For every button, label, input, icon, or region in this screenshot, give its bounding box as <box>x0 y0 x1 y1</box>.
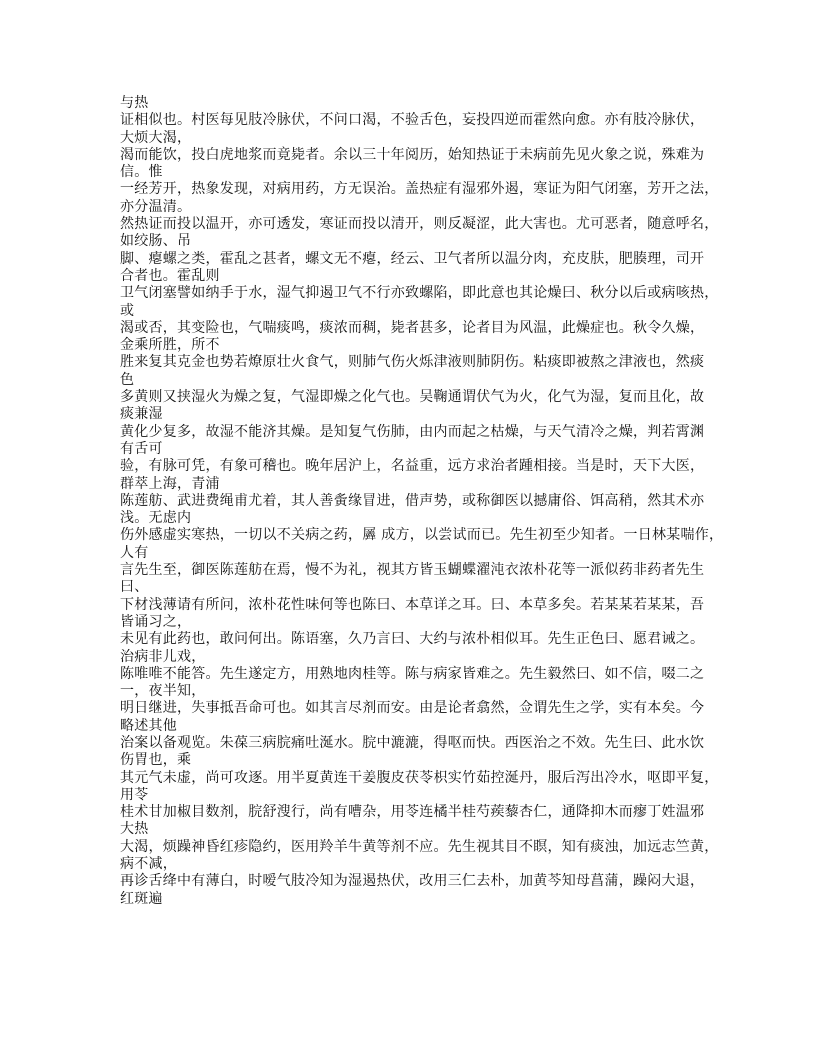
text-line: 略述其他 <box>120 717 177 734</box>
text-line: 脚、瘪螺之类，霍乱之甚者，螺文无不瘪，经云、卫气者所以温分肉，充皮肤，肥腠理，司开 <box>120 250 705 267</box>
text-line: 皆诵习之， <box>120 613 192 630</box>
text-line: 胜来复其克金也势若燎原壮火食气，则肺气伤火烁津液则肺阴伤。粘痰即被熬之津液也，然痰 <box>120 354 705 371</box>
text-line: 证相似也。村医每见肢冷脉伏，不问口渴，不验舌色，妄投四逆而霍然向愈。亦有肢冷脉伏， <box>120 112 705 129</box>
text-line: 痰兼湿 <box>120 406 163 423</box>
text-line: 言先生至，御医陈莲舫在焉，慢不为礼，视其方皆玉蝴蝶濯沌衣浓朴花等一派似药非药者先生 <box>120 562 705 579</box>
text-line: 如绞肠、吊 <box>120 233 192 250</box>
text-line: 信。惟 <box>120 164 163 181</box>
text-line: 色 <box>120 371 135 388</box>
text-line: 未见有此药也，敢问何出。陈语塞，久乃言曰、大约与浓朴相似耳。先生正色曰、愿君诫之。 <box>120 631 705 648</box>
text-line: 有舌可 <box>120 440 163 457</box>
text-line <box>120 908 700 925</box>
text-line: 曰、 <box>120 579 149 596</box>
text-line: 桂术甘加椒目数剂，脘舒溲行，尚有嘈杂，用苓连橘半桂芍蒺藜杏仁，通降抑木而瘳丁姓温邪 <box>120 804 705 821</box>
text-line: 金乘所胜，所不 <box>120 337 220 354</box>
text-line: 红斑遍 <box>120 890 163 907</box>
text-line: 一经芳开，热象发现，对病用药，方无误治。盖热症有湿邪外遏，寒证为阳气闭塞，芳开之法， <box>120 181 719 198</box>
text-line: 黄化少复多，故湿不能济其燥。是知复气伤肺，由内而起之枯燥，与天气清冷之燥，判若霄渊 <box>120 423 705 440</box>
text-line: 再诊舌绛中有薄白，时嗳气肢冷知为湿遏热伏，改用三仁去朴，加黄芩知母菖蒲，躁闷大退， <box>120 873 705 890</box>
text-line: 然热证而投以温开，亦可透发，寒证而投以清开，则反凝涩，此大害也。尤可恶者，随意呼名， <box>120 216 719 233</box>
text-line: 渴而能饮，投白虎地浆而竟毙者。余以三十年阅历，始知热证于未病前先见火象之说，殊难为 <box>120 146 705 163</box>
text-line: 用苓 <box>120 786 149 803</box>
text-line: 治病非儿戏， <box>120 648 206 665</box>
text-line: 伤外感虚实寒热，一切以不关病之药，羼 成方，以尝试而已。先生初至少知者。一日林某喘作， <box>120 527 724 544</box>
text-line: 陈唯唯不能答。先生遂定方，用熟地肉桂等。陈与病家皆难之。先生毅然曰、如不信，啜二之 <box>120 665 705 682</box>
text-line: 卫气闭塞譬如纳手于水，湿气抑遏卫气不行亦致螺陷，即此意也其论燥曰、秋分以后或病咳热， <box>120 285 719 302</box>
text-line: 陈莲舫、武进费绳甫尤着，其人善夤缘冒进，借声势，或称御医以撼庸俗、饵高稍，然其术亦 <box>120 492 705 509</box>
text-line: 下材浅薄请有所问，浓朴花性味何等也陈曰、本草详之耳。曰、本草多矣。若某某若某某，吾 <box>120 596 705 613</box>
text-line: 渴或否，其变险也，气喘痰鸣，痰浓而稠，毙者甚多，论者目为风温，此燥症也。秋令久燥， <box>120 319 705 336</box>
text-line: 验，有脉可凭，有象可稽也。晚年居沪上，名益重，远方求治者踵相接。当是时，天下大医， <box>120 458 705 475</box>
text-line: 治案以备观览。朱葆三病脘痛吐涎水。脘中漉漉，得呕而快。西医治之不效。先生曰、此水饮 <box>120 734 705 751</box>
text-line: 大烦大渴， <box>120 129 192 146</box>
text-line: 或 <box>120 302 135 319</box>
text-line: 多黄则又挟湿火为燥之复，气湿即燥之化气也。吴鞠通谓伏气为火，化气为湿，复而且化，故 <box>120 389 705 406</box>
text-line: 大渴，烦躁神昏红疹隐约，医用羚羊牛黄等剂不应。先生视其目不瞑，知有痰浊，加远志竺黄， <box>120 838 719 855</box>
text-line: 合者也。霍乱则 <box>120 267 220 284</box>
text-line: 亦分温清。 <box>120 198 192 215</box>
text-line: 大热 <box>120 821 149 838</box>
text-line: 与热 <box>120 95 149 111</box>
text-line: 病不减， <box>120 856 177 873</box>
text-line: 一，夜半知， <box>120 683 206 700</box>
text-line: 人有 <box>120 544 149 561</box>
document-body <box>120 95 724 943</box>
text-line: 群萃上海，青浦 <box>120 475 220 492</box>
text-line: 伤胃也，乘 <box>120 752 192 769</box>
text-line: 浅。无虑内 <box>120 510 192 527</box>
text-line <box>120 925 700 942</box>
text-line: 明日继进，失事抵吾命可也。如其言尽剂而安。由是论者翕然，佥谓先生之学，实有本矣。今 <box>120 700 705 717</box>
text-line: 其元气未虚，尚可攻逐。用半夏黄连干姜腹皮茯苓枳实竹茹控涎丹，服后泻出冷水，呕即平复， <box>120 769 719 786</box>
